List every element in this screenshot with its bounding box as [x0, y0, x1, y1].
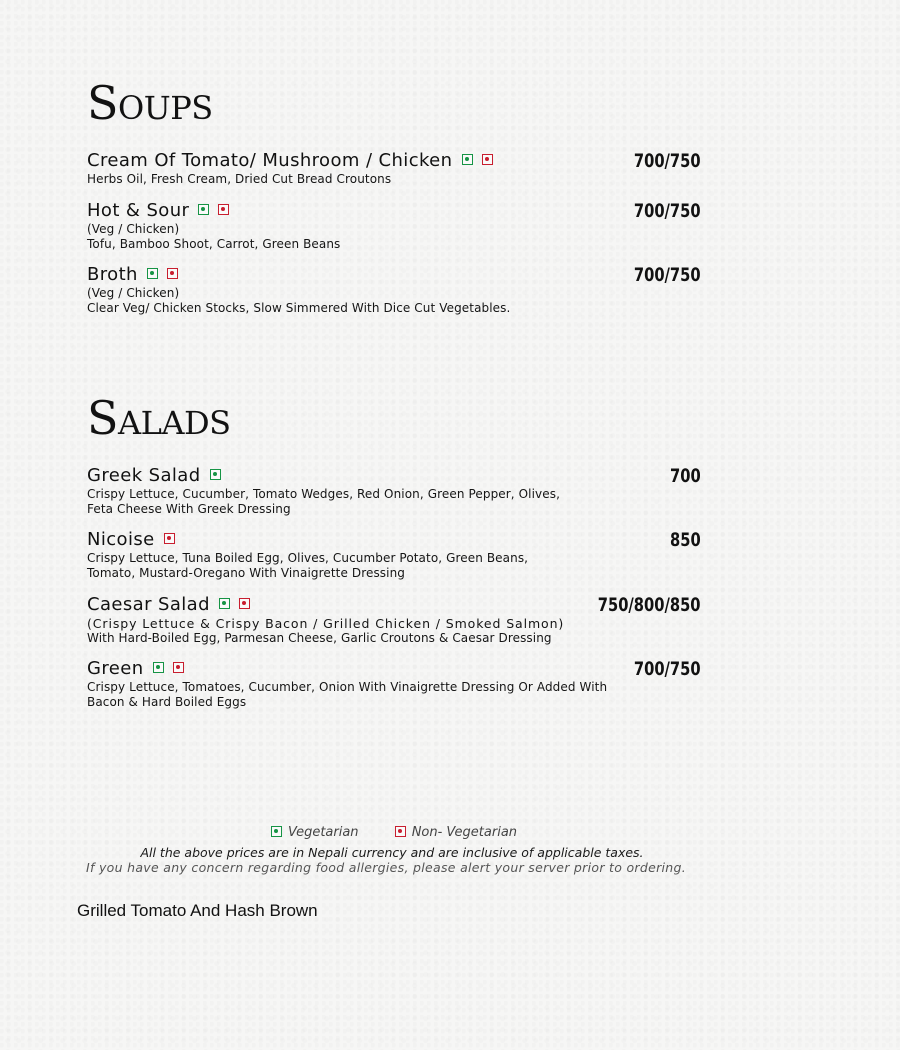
item-note: (Veg / Chicken) [87, 222, 180, 236]
dietary-legend [0, 825, 788, 840]
non-veg-mark-icon [218, 204, 229, 215]
menu-item-nicoise [87, 529, 701, 581]
menu-item-cream-of-tomato [87, 150, 701, 187]
menu-item-broth [87, 264, 701, 316]
veg-mark-icon [210, 469, 221, 480]
allergy-note: If you have any concern regarding food allergies, please alert your server prior to ordering. [86, 860, 687, 875]
non-veg-mark-icon [482, 154, 493, 165]
soups-section-title: Soups [87, 76, 213, 130]
item-price: 750/800/850 [598, 594, 701, 616]
non-veg-mark-icon [167, 268, 178, 279]
salads-section-title: Salads [87, 391, 231, 445]
legend-veg-label: Vegetarian [287, 825, 359, 840]
stray-text: Grilled Tomato And Hash Brown [77, 901, 318, 920]
non-veg-mark-icon [395, 826, 406, 837]
veg-mark-icon [462, 154, 473, 165]
menu-item-caesar-salad [87, 594, 701, 646]
item-description: Clear Veg/ Chicken Stocks, Slow Simmered With Dice Cut Vegetables. [87, 301, 511, 315]
item-description: Crispy Lettuce, Cucumber, Tomato Wedges, Red Onion, Green Pepper, Olives, Feta Cheese With Greek Dressing [87, 487, 560, 516]
item-note: (Crispy Lettuce & Crispy Bacon / Grilled Chicken / Smoked Salmon) [87, 616, 565, 631]
non-veg-mark-icon [173, 662, 184, 673]
legend-non-veg-label: Non- Vegetarian [411, 825, 518, 840]
item-description: With Hard-Boiled Egg, Parmesan Cheese, Garlic Croutons & Caesar Dressing [87, 631, 552, 645]
item-note: (Veg / Chicken) [87, 286, 180, 300]
item-description: Herbs Oil, Fresh Cream, Dried Cut Bread Croutons [87, 172, 392, 186]
item-name: Hot & Sour [87, 200, 190, 221]
item-description: Tofu, Bamboo Shoot, Carrot, Green Beans [87, 237, 341, 251]
item-name: Broth [87, 264, 138, 285]
item-description: Crispy Lettuce, Tomatoes, Cucumber, Onion With Vinaigrette Dressing Or Added With Bacon & Hard Boiled Eggs [87, 680, 608, 709]
item-price: 850 [670, 529, 701, 551]
item-price: 700/750 [634, 150, 701, 172]
item-price: 700/750 [634, 658, 701, 680]
veg-mark-icon [153, 662, 164, 673]
veg-mark-icon [271, 826, 282, 837]
item-name: Nicoise [87, 529, 155, 550]
item-price: 700 [670, 465, 701, 487]
veg-mark-icon [198, 204, 209, 215]
item-name: Green [87, 658, 144, 679]
non-veg-mark-icon [164, 533, 175, 544]
item-description: Crispy Lettuce, Tuna Boiled Egg, Olives, Cucumber Potato, Green Beans, Tomato, Mustard-Oregano With Vinaigrette Dressing [87, 551, 529, 580]
currency-note: All the above prices are in Nepali currency and are inclusive of applicable taxes. [140, 845, 644, 860]
item-price: 700/750 [634, 200, 701, 222]
item-name: Greek Salad [87, 465, 201, 486]
item-price: 700/750 [634, 264, 701, 286]
legend-veg [271, 825, 359, 840]
legend-non-veg [395, 825, 517, 840]
menu-item-hot-and-sour [87, 200, 701, 252]
item-name: Cream Of Tomato/ Mushroom / Chicken [87, 150, 453, 171]
veg-mark-icon [147, 268, 158, 279]
item-name: Caesar Salad [87, 594, 210, 615]
non-veg-mark-icon [239, 598, 250, 609]
stray-cropped-text [77, 901, 318, 920]
veg-mark-icon [219, 598, 230, 609]
menu-item-green [87, 658, 701, 710]
menu-item-greek-salad [87, 465, 701, 517]
